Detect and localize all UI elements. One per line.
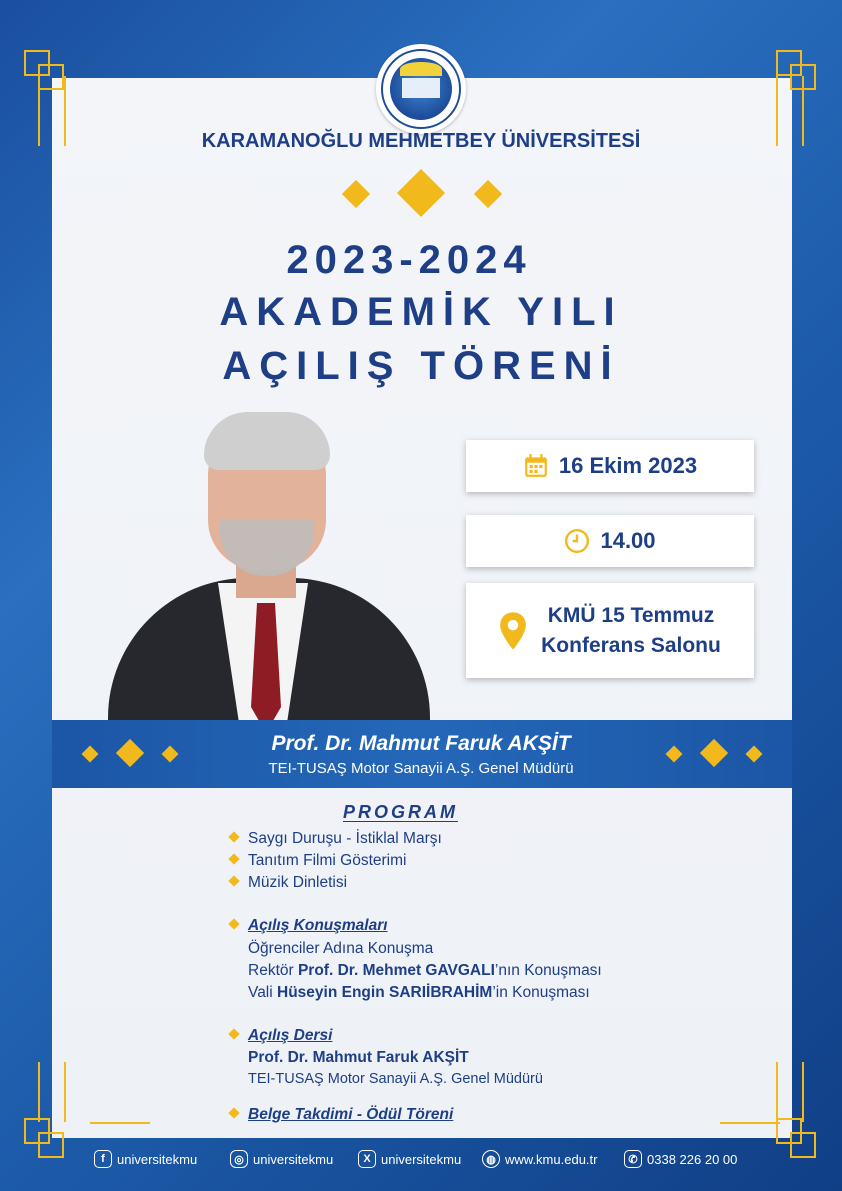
footer-x[interactable]: X universitekmu	[358, 1150, 461, 1168]
speaker-role: TEI-TUSAŞ Motor Sanayii A.Ş. Genel Müdürü	[268, 760, 574, 777]
title-line-3: AÇILIŞ TÖRENİ	[222, 344, 620, 388]
event-date: 16 Ekim 2023	[558, 453, 698, 478]
title-years: 2023-2024	[286, 238, 532, 282]
university-name: KARAMANOĞLU MEHMETBEY ÜNİVERSİTESİ	[201, 130, 641, 152]
corner-ornament-top-left	[24, 50, 84, 110]
footer-instagram[interactable]: ◎ universitekmu	[230, 1150, 333, 1168]
program-item: Saygı Duruşu - İstiklal Marşı	[230, 830, 442, 848]
speaker-photo	[108, 408, 430, 720]
speech-students: Öğrenciler Adına Konuşma	[248, 940, 434, 957]
location-box	[466, 583, 754, 678]
program-section-speeches: Açılış Konuşmaları	[230, 917, 388, 935]
calendar-icon	[523, 453, 549, 479]
date-box	[466, 440, 754, 492]
program-section-lecture: Açılış Dersi	[230, 1027, 332, 1045]
speaker-name: Prof. Dr. Mahmut Faruk AKŞİT	[271, 732, 571, 755]
phone-icon: ✆	[624, 1150, 642, 1168]
corner-ornament-top-right	[776, 50, 836, 110]
program-item: Tanıtım Filmi Gösterimi	[230, 852, 406, 870]
lecture-speaker: Prof. Dr. Mahmut Faruk AKŞİT	[248, 1049, 469, 1066]
facebook-icon: f	[94, 1150, 112, 1168]
footer-phone[interactable]: ✆ 0338 226 20 00	[624, 1150, 737, 1168]
frame-line	[90, 1122, 150, 1124]
frame-line	[64, 1062, 66, 1122]
program-closing: Belge Takdimi - Ödül Töreni	[230, 1106, 453, 1124]
program-item: Müzik Dinletisi	[230, 874, 347, 892]
footer	[0, 1150, 842, 1174]
x-icon: X	[358, 1150, 376, 1168]
frame-line	[720, 1122, 780, 1124]
university-logo: 2007	[376, 44, 466, 134]
frame-line	[776, 1062, 778, 1122]
location-line-2: Konferans Salonu	[541, 633, 721, 657]
frame-line	[802, 1062, 804, 1122]
location-pin-icon	[499, 611, 527, 651]
footer-web[interactable]: ◍ www.kmu.edu.tr	[482, 1150, 597, 1168]
instagram-icon: ◎	[230, 1150, 248, 1168]
speech-rector: Rektör Prof. Dr. Mehmet GAVGALI’nın Konuşması	[248, 962, 602, 979]
globe-icon: ◍	[482, 1150, 500, 1168]
event-time: 14.00	[600, 528, 656, 553]
location-line-1: KMÜ 15 Temmuz	[547, 603, 715, 627]
speech-governor: Vali Hüseyin Engin SARIİBRAHİM’in Konuşması	[248, 984, 590, 1001]
title-line-2: AKADEMİK YILI	[219, 290, 623, 334]
footer-facebook[interactable]: f universitekmu	[94, 1150, 197, 1168]
frame-line	[38, 1062, 40, 1122]
program-heading: PROGRAM	[343, 802, 458, 822]
clock-icon	[564, 528, 590, 554]
lecture-role: TEI-TUSAŞ Motor Sanayii A.Ş. Genel Müdürü	[248, 1071, 543, 1087]
time-box	[466, 515, 754, 567]
